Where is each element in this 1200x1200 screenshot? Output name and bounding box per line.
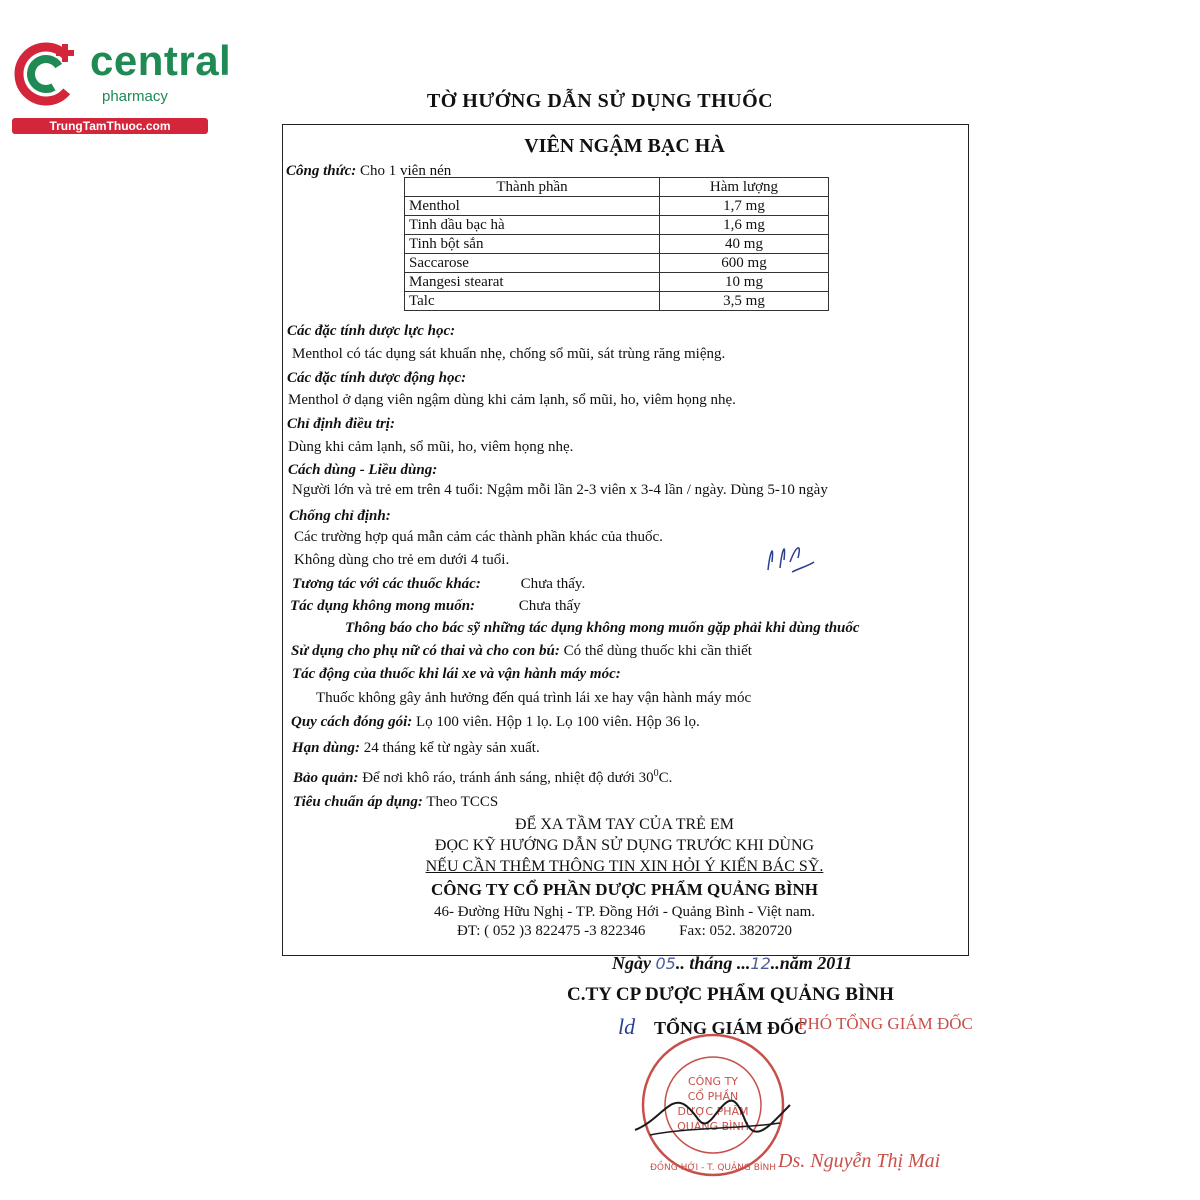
ingredient-amount: 600 mg bbox=[660, 254, 829, 273]
driving-text: Thuốc không gây ảnh hưởng đến quá trình lái xe hay vận hành máy móc bbox=[316, 690, 752, 706]
ingredient-name: Menthol bbox=[405, 197, 660, 216]
warning-children: ĐỂ XA TẦM TAY CỦA TRẺ EM bbox=[515, 816, 734, 833]
date-day: 05 bbox=[655, 954, 676, 973]
standard-value: Theo TCCS bbox=[426, 794, 499, 810]
signature-icon bbox=[630, 1085, 800, 1145]
brand-sub: pharmacy bbox=[102, 88, 168, 105]
shelf-life-value: 24 tháng kể từ ngày sản xuất. bbox=[363, 740, 540, 756]
pregnancy-label: Sử dụng cho phụ nữ có thai và cho con bú: bbox=[291, 643, 560, 659]
col-ingredient: Thành phần bbox=[405, 178, 660, 197]
document-title: TỜ HƯỚNG DẪN SỬ DỤNG THUỐC bbox=[426, 90, 774, 112]
company-address: 46- Đường Hữu Nghị - TP. Đồng Hới - Quảng Bình - Việt nam. bbox=[433, 904, 816, 920]
storage-line bbox=[293, 765, 672, 787]
director-title: TỔNG GIÁM ĐỐC bbox=[654, 1018, 807, 1038]
side-effects-notice: Thông báo cho bác sỹ những tác dụng không mong muốn gặp phải khi dùng thuốc bbox=[345, 620, 860, 636]
pharmacodynamics-heading: Các đặc tính dược lực học: bbox=[287, 323, 456, 339]
ingredient-name: Talc bbox=[405, 292, 660, 311]
ingredient-amount: 3,5 mg bbox=[660, 292, 829, 311]
formula-label: Công thức: bbox=[286, 163, 357, 179]
side-effects-value: Chưa thấy bbox=[518, 598, 581, 614]
interactions-line bbox=[292, 575, 585, 593]
storage-label: Bảo quản: bbox=[293, 770, 359, 786]
ingredient-amount: 10 mg bbox=[660, 273, 829, 292]
table-header-row bbox=[405, 178, 829, 197]
pharmacokinetics-text: Menthol ở dạng viên ngậm dùng khi cảm lạnh, sổ mũi, ho, viêm họng nhẹ. bbox=[288, 392, 736, 408]
table-row bbox=[405, 216, 829, 235]
company-short-name: C.TY CP DƯỢC PHẨM QUẢNG BÌNH bbox=[567, 984, 894, 1005]
driving-heading: Tác động của thuốc khi lái xe và vận hành máy móc: bbox=[292, 666, 621, 682]
standard-label: Tiêu chuẩn áp dụng: bbox=[293, 794, 423, 810]
handwritten-mark: ld bbox=[618, 1014, 636, 1039]
storage-value: Để nơi khô ráo, tránh ánh sáng, nhiệt độ dưới 30 bbox=[362, 770, 654, 786]
storage-degree: 0 bbox=[653, 768, 659, 779]
ingredient-amount: 1,6 mg bbox=[660, 216, 829, 235]
brand-logo[interactable] bbox=[12, 36, 232, 136]
product-title: VIÊN NGẬM BẠC HÀ bbox=[524, 135, 725, 157]
table-row bbox=[405, 197, 829, 216]
date-line: Ngày 05.. tháng ...12..năm 2011 bbox=[612, 953, 853, 973]
ingredient-amount: 40 mg bbox=[660, 235, 829, 254]
indications-heading: Chỉ định điều trị: bbox=[287, 416, 395, 432]
storage-unit: C. bbox=[658, 770, 673, 786]
warning-ask-doctor-text: NẾU CẦN THÊM THÔNG TIN XIN HỎI Ý KIẾN BÁC SỸ. bbox=[425, 858, 824, 875]
interactions-value: Chưa thấy. bbox=[520, 576, 586, 592]
warning-ask-doctor bbox=[282, 857, 967, 877]
table-row bbox=[405, 235, 829, 254]
interactions-label: Tương tác với các thuốc khác: bbox=[292, 576, 481, 592]
contraindications-line2: Không dùng cho trẻ em dưới 4 tuổi. bbox=[294, 552, 510, 568]
shelf-life-label: Hạn dùng: bbox=[292, 740, 360, 756]
pregnancy-value: Có thể dùng thuốc khi cần thiết bbox=[563, 643, 752, 659]
ingredient-name: Mangesi stearat bbox=[405, 273, 660, 292]
company-phone: ĐT: ( 052 )3 822475 -3 822346 bbox=[456, 923, 646, 939]
standard-line bbox=[293, 793, 498, 811]
ingredients-table bbox=[404, 177, 829, 311]
ingredient-name: Tinh dầu bạc hà bbox=[405, 216, 660, 235]
dosage-text: Người lớn và trẻ em trên 4 tuổi: Ngậm mỗi lần 2-3 viên x 3-4 lần / ngày. Dùng 5-10 ngày bbox=[292, 482, 828, 498]
table-row bbox=[405, 273, 829, 292]
side-effects-label: Tác dụng không mong muốn: bbox=[290, 598, 476, 614]
company-contact bbox=[282, 921, 967, 941]
svg-text:QUẢNG BÌNH: QUẢNG BÌNH bbox=[677, 1120, 749, 1133]
svg-text:CỔ PHẦN: CỔ PHẦN bbox=[687, 1090, 739, 1103]
pharmacokinetics-heading: Các đặc tính dược động học: bbox=[287, 370, 467, 386]
svg-text:ĐỒNG HỚI - T. QUẢNG BÌNH: ĐỒNG HỚI - T. QUẢNG BÌNH bbox=[649, 1163, 777, 1173]
company-name: CÔNG TY CỔ PHẦN DƯỢC PHẨM QUẢNG BÌNH bbox=[430, 880, 819, 899]
svg-text:CÔNG TY: CÔNG TY bbox=[687, 1075, 739, 1088]
company-fax: Fax: 052. 3820720 bbox=[679, 923, 793, 939]
date-month: 12 bbox=[750, 954, 771, 973]
shelf-life-line bbox=[292, 739, 540, 757]
svg-text:DƯỢC PHẨM: DƯỢC PHẨM bbox=[677, 1105, 749, 1118]
ingredient-name: Tinh bột sắn bbox=[405, 235, 660, 254]
stamp-title: PHÓ TỔNG GIÁM ĐỐC bbox=[798, 1014, 973, 1033]
date-year-label: năm bbox=[779, 953, 813, 973]
initials-icon bbox=[762, 532, 818, 576]
side-effects-line bbox=[290, 597, 581, 615]
pregnancy-line bbox=[291, 642, 752, 660]
date-prefix: Ngày bbox=[612, 953, 651, 973]
packaging-value: Lọ 100 viên. Hộp 1 lọ. Lọ 100 viên. Hộp 36 lọ. bbox=[416, 714, 700, 730]
indications-text: Dùng khi cảm lạnh, sổ mũi, ho, viêm họng nhẹ. bbox=[288, 439, 574, 455]
contraindications-line1: Các trường hợp quá mẫn cảm các thành phần khác của thuốc. bbox=[294, 529, 663, 545]
brand-name: central bbox=[90, 37, 232, 84]
dosage-heading: Cách dùng - Liều dùng: bbox=[288, 462, 438, 478]
date-month-label: tháng bbox=[689, 953, 733, 973]
pharmacodynamics-text: Menthol có tác dụng sát khuẩn nhẹ, chống sổ mũi, sát trùng răng miệng. bbox=[292, 346, 726, 362]
packaging-line bbox=[291, 713, 700, 731]
signer-name: Ds. Nguyễn Thị Mai bbox=[778, 1150, 941, 1172]
date-year: 2011 bbox=[817, 953, 853, 973]
ingredient-amount: 1,7 mg bbox=[660, 197, 829, 216]
table-row bbox=[405, 292, 829, 311]
ingredient-name: Saccarose bbox=[405, 254, 660, 273]
brand-site-link[interactable]: TrungTamThuoc.com bbox=[12, 118, 208, 134]
packaging-label: Quy cách đóng gói: bbox=[291, 714, 413, 730]
col-amount: Hàm lượng bbox=[660, 178, 829, 197]
formula-value: Cho 1 viên nén bbox=[360, 163, 452, 179]
table-row bbox=[405, 254, 829, 273]
warning-read-instructions: ĐỌC KỸ HƯỚNG DẪN SỬ DỤNG TRƯỚC KHI DÙNG bbox=[434, 837, 815, 854]
contraindications-heading: Chống chỉ định: bbox=[289, 508, 391, 524]
